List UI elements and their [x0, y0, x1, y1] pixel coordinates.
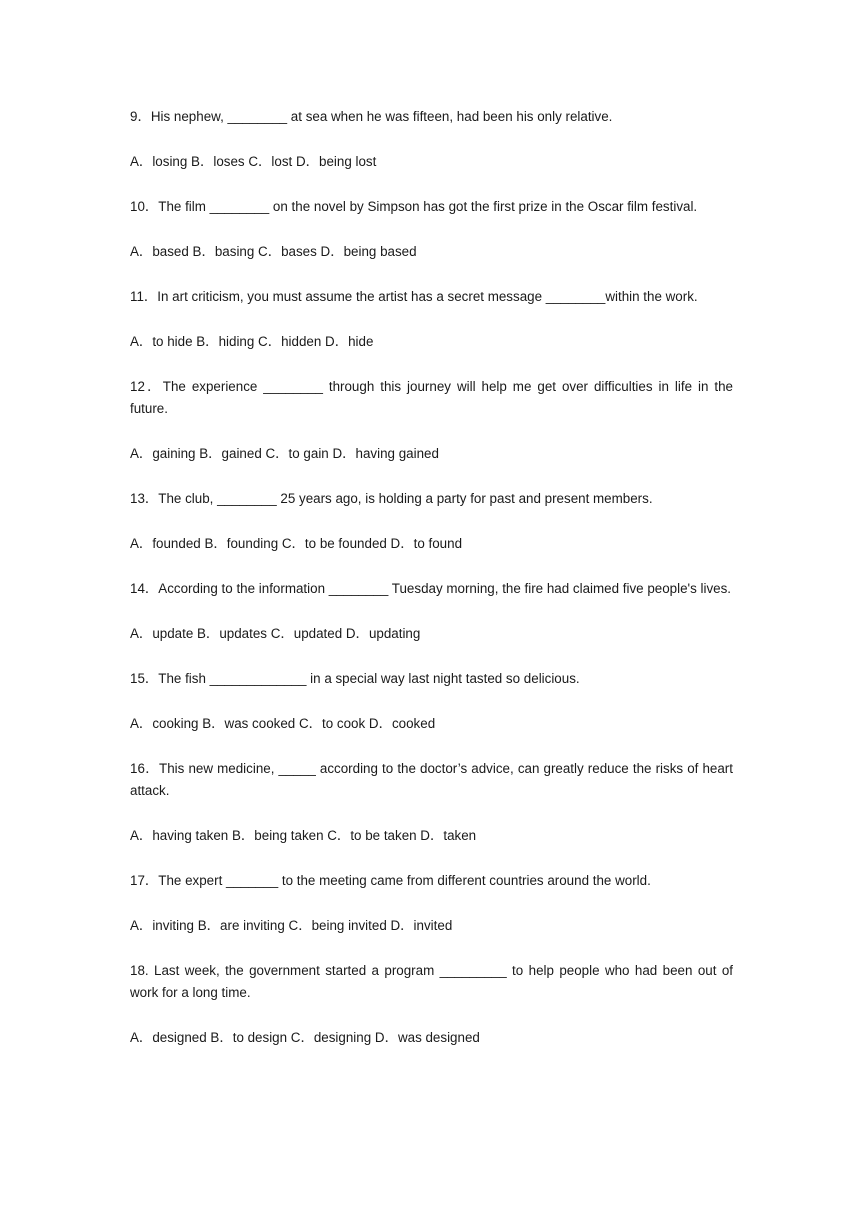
answer-options: A．losing B．loses C．lost D．being lost: [130, 154, 377, 169]
question-item: [130, 488, 733, 555]
question-item: [130, 870, 733, 937]
question-item: [130, 960, 733, 1049]
answer-options: A．cooking B．was cooked C．to cook D．cooked: [130, 716, 436, 731]
question-text: 18. Last week, the government started a program _________ to help people who had been out of work for a long time.: [130, 963, 733, 1000]
answer-options: A．inviting B．are inviting C．being invited D．invited: [130, 918, 453, 933]
answer-options: A．designed B．to design C．designing D．was designed: [130, 1030, 480, 1045]
question-text: 11．In art criticism, you must assume the artist has a secret message ________within the work.: [130, 289, 698, 304]
question-text: 13．The club, ________ 25 years ago, is holding a party for past and present members.: [130, 491, 653, 506]
question-item: [130, 106, 733, 173]
question-list: [130, 106, 733, 1072]
answer-options: A．founded B．founding C．to be founded D．to found: [130, 536, 463, 551]
question-item: [130, 376, 733, 465]
question-text: 15．The fish _____________ in a special way last night tasted so delicious.: [130, 671, 580, 686]
question-text: 12．The experience ________ through this journey will help me get over difficulties in life in the future.: [130, 379, 733, 416]
answer-options: A．gaining B．gained C．to gain D．having gained: [130, 446, 439, 461]
question-item: [130, 578, 733, 645]
question-item: [130, 758, 733, 847]
question-text: 14．According to the information ________ Tuesday morning, the fire had claimed five people's lives.: [130, 581, 732, 596]
answer-options: A．having taken B．being taken C．to be taken D．taken: [130, 828, 477, 843]
question-item: [130, 196, 733, 263]
question-item: [130, 286, 733, 353]
question-item: [130, 668, 733, 735]
question-text: 16．This new medicine, _____ according to the doctor’s advice, can greatly reduce the risks of heart attack.: [130, 761, 733, 798]
question-text: 10．The film ________ on the novel by Simpson has got the first prize in the Oscar film festival.: [130, 199, 698, 214]
question-text: 17．The expert _______ to the meeting came from different countries around the world.: [130, 873, 651, 888]
question-text: 9．His nephew, ________ at sea when he was fifteen, had been his only relative.: [130, 109, 613, 124]
answer-options: A．based B．basing C．bases D．being based: [130, 244, 417, 259]
answer-options: A．to hide B．hiding C．hidden D．hide: [130, 334, 374, 349]
answer-options: A．update B．updates C．updated D．updating: [130, 626, 421, 641]
